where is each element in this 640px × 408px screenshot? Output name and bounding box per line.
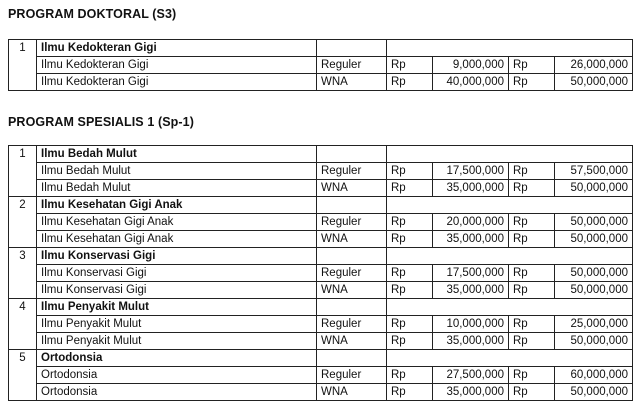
specialist-fee-table: [8, 145, 633, 401]
currency-label: Rp: [387, 163, 433, 180]
currency-label: Rp: [387, 265, 433, 282]
empty-fee-cell: [387, 350, 633, 367]
empty-type-cell: [317, 197, 387, 214]
doctoral-table-body: [9, 40, 633, 91]
program-name: Ilmu Penyakit Mulut: [37, 299, 317, 316]
currency-label: Rp: [387, 180, 433, 197]
student-type: WNA: [317, 180, 387, 197]
table-row: [9, 180, 633, 197]
program-name: Ortodonsia: [37, 350, 317, 367]
fee-amount-2: 50,000,000: [555, 180, 633, 197]
currency-label: Rp: [509, 367, 555, 384]
currency-label: Rp: [509, 163, 555, 180]
fee-amount-1: 10,000,000: [433, 316, 509, 333]
fee-amount-2: 60,000,000: [555, 367, 633, 384]
fee-amount-2: 50,000,000: [555, 74, 633, 91]
currency-label: Rp: [509, 180, 555, 197]
study-name: Ilmu Bedah Mulut: [37, 163, 317, 180]
fee-amount-1: 17,500,000: [433, 163, 509, 180]
program-name: Ilmu Bedah Mulut: [37, 146, 317, 163]
study-name: Ortodonsia: [37, 384, 317, 401]
currency-label: Rp: [509, 214, 555, 231]
currency-label: Rp: [387, 57, 433, 74]
study-name: Ilmu Konservasi Gigi: [37, 282, 317, 299]
fee-amount-2: 50,000,000: [555, 384, 633, 401]
empty-fee-cell: [387, 299, 633, 316]
table-row: [9, 265, 633, 282]
empty-fee-cell: [387, 248, 633, 265]
table-row: [9, 384, 633, 401]
student-type: Reguler: [317, 367, 387, 384]
empty-type-cell: [317, 350, 387, 367]
fee-amount-2: 50,000,000: [555, 231, 633, 248]
currency-label: Rp: [387, 74, 433, 91]
currency-label: Rp: [509, 282, 555, 299]
fee-amount-2: 50,000,000: [555, 282, 633, 299]
program-header-row: [9, 248, 633, 265]
currency-label: Rp: [387, 231, 433, 248]
program-header-row: [9, 40, 633, 57]
fee-amount-1: 40,000,000: [433, 74, 509, 91]
table-row: [9, 333, 633, 350]
currency-label: Rp: [509, 316, 555, 333]
table-row: [9, 316, 633, 333]
currency-label: Rp: [509, 57, 555, 74]
student-type: WNA: [317, 74, 387, 91]
empty-fee-cell: [387, 146, 633, 163]
study-name: Ilmu Konservasi Gigi: [37, 265, 317, 282]
empty-type-cell: [317, 40, 387, 57]
currency-label: Rp: [387, 316, 433, 333]
student-type: WNA: [317, 231, 387, 248]
currency-label: Rp: [387, 282, 433, 299]
student-type: Reguler: [317, 163, 387, 180]
study-name: Ilmu Penyakit Mulut: [37, 316, 317, 333]
program-number: 3: [9, 248, 37, 299]
currency-label: Rp: [509, 231, 555, 248]
currency-label: Rp: [509, 265, 555, 282]
table-row: [9, 74, 633, 91]
doctoral-fee-table: [8, 39, 633, 91]
program-header-row: [9, 299, 633, 316]
specialist-heading: PROGRAM SPESIALIS 1 (Sp-1): [8, 115, 194, 129]
study-name: Ilmu Kesehatan Gigi Anak: [37, 231, 317, 248]
study-name: Ilmu Kedokteran Gigi: [37, 74, 317, 91]
currency-label: Rp: [387, 367, 433, 384]
program-number: 2: [9, 197, 37, 248]
fee-amount-1: 27,500,000: [433, 367, 509, 384]
table-row: [9, 57, 633, 74]
currency-label: Rp: [509, 333, 555, 350]
table-row: [9, 231, 633, 248]
program-number: 5: [9, 350, 37, 401]
currency-label: Rp: [387, 214, 433, 231]
empty-fee-cell: [387, 197, 633, 214]
program-name: Ilmu Kesehatan Gigi Anak: [37, 197, 317, 214]
empty-type-cell: [317, 146, 387, 163]
fee-amount-2: 25,000,000: [555, 316, 633, 333]
fee-amount-1: 9,000,000: [433, 57, 509, 74]
fee-amount-2: 57,500,000: [555, 163, 633, 180]
program-header-row: [9, 146, 633, 163]
program-header-row: [9, 350, 633, 367]
study-name: Ilmu Bedah Mulut: [37, 180, 317, 197]
student-type: WNA: [317, 333, 387, 350]
specialist-table-body: [9, 146, 633, 401]
program-number: 1: [9, 146, 37, 197]
table-row: [9, 282, 633, 299]
student-type: Reguler: [317, 316, 387, 333]
table-row: [9, 163, 633, 180]
student-type: Reguler: [317, 57, 387, 74]
study-name: Ilmu Penyakit Mulut: [37, 333, 317, 350]
doctoral-heading: PROGRAM DOKTORAL (S3): [8, 7, 177, 21]
currency-label: Rp: [509, 384, 555, 401]
fee-amount-1: 17,500,000: [433, 265, 509, 282]
study-name: Ilmu Kesehatan Gigi Anak: [37, 214, 317, 231]
fee-amount-1: 20,000,000: [433, 214, 509, 231]
study-name: Ortodonsia: [37, 367, 317, 384]
student-type: WNA: [317, 384, 387, 401]
fee-amount-1: 35,000,000: [433, 282, 509, 299]
fee-amount-1: 35,000,000: [433, 333, 509, 350]
empty-type-cell: [317, 248, 387, 265]
fee-amount-1: 35,000,000: [433, 180, 509, 197]
empty-fee-cell: [387, 40, 633, 57]
student-type: WNA: [317, 282, 387, 299]
empty-type-cell: [317, 299, 387, 316]
fee-amount-2: 26,000,000: [555, 57, 633, 74]
fee-amount-1: 35,000,000: [433, 231, 509, 248]
fee-amount-2: 50,000,000: [555, 333, 633, 350]
currency-label: Rp: [387, 333, 433, 350]
table-row: [9, 367, 633, 384]
fee-amount-2: 50,000,000: [555, 265, 633, 282]
program-header-row: [9, 197, 633, 214]
currency-label: Rp: [509, 74, 555, 91]
fee-amount-2: 50,000,000: [555, 214, 633, 231]
program-name: Ilmu Kedokteran Gigi: [37, 40, 317, 57]
fee-amount-1: 35,000,000: [433, 384, 509, 401]
program-number: 1: [9, 40, 37, 91]
study-name: Ilmu Kedokteran Gigi: [37, 57, 317, 74]
table-row: [9, 214, 633, 231]
program-number: 4: [9, 299, 37, 350]
student-type: Reguler: [317, 265, 387, 282]
currency-label: Rp: [387, 384, 433, 401]
student-type: Reguler: [317, 214, 387, 231]
program-name: Ilmu Konservasi Gigi: [37, 248, 317, 265]
